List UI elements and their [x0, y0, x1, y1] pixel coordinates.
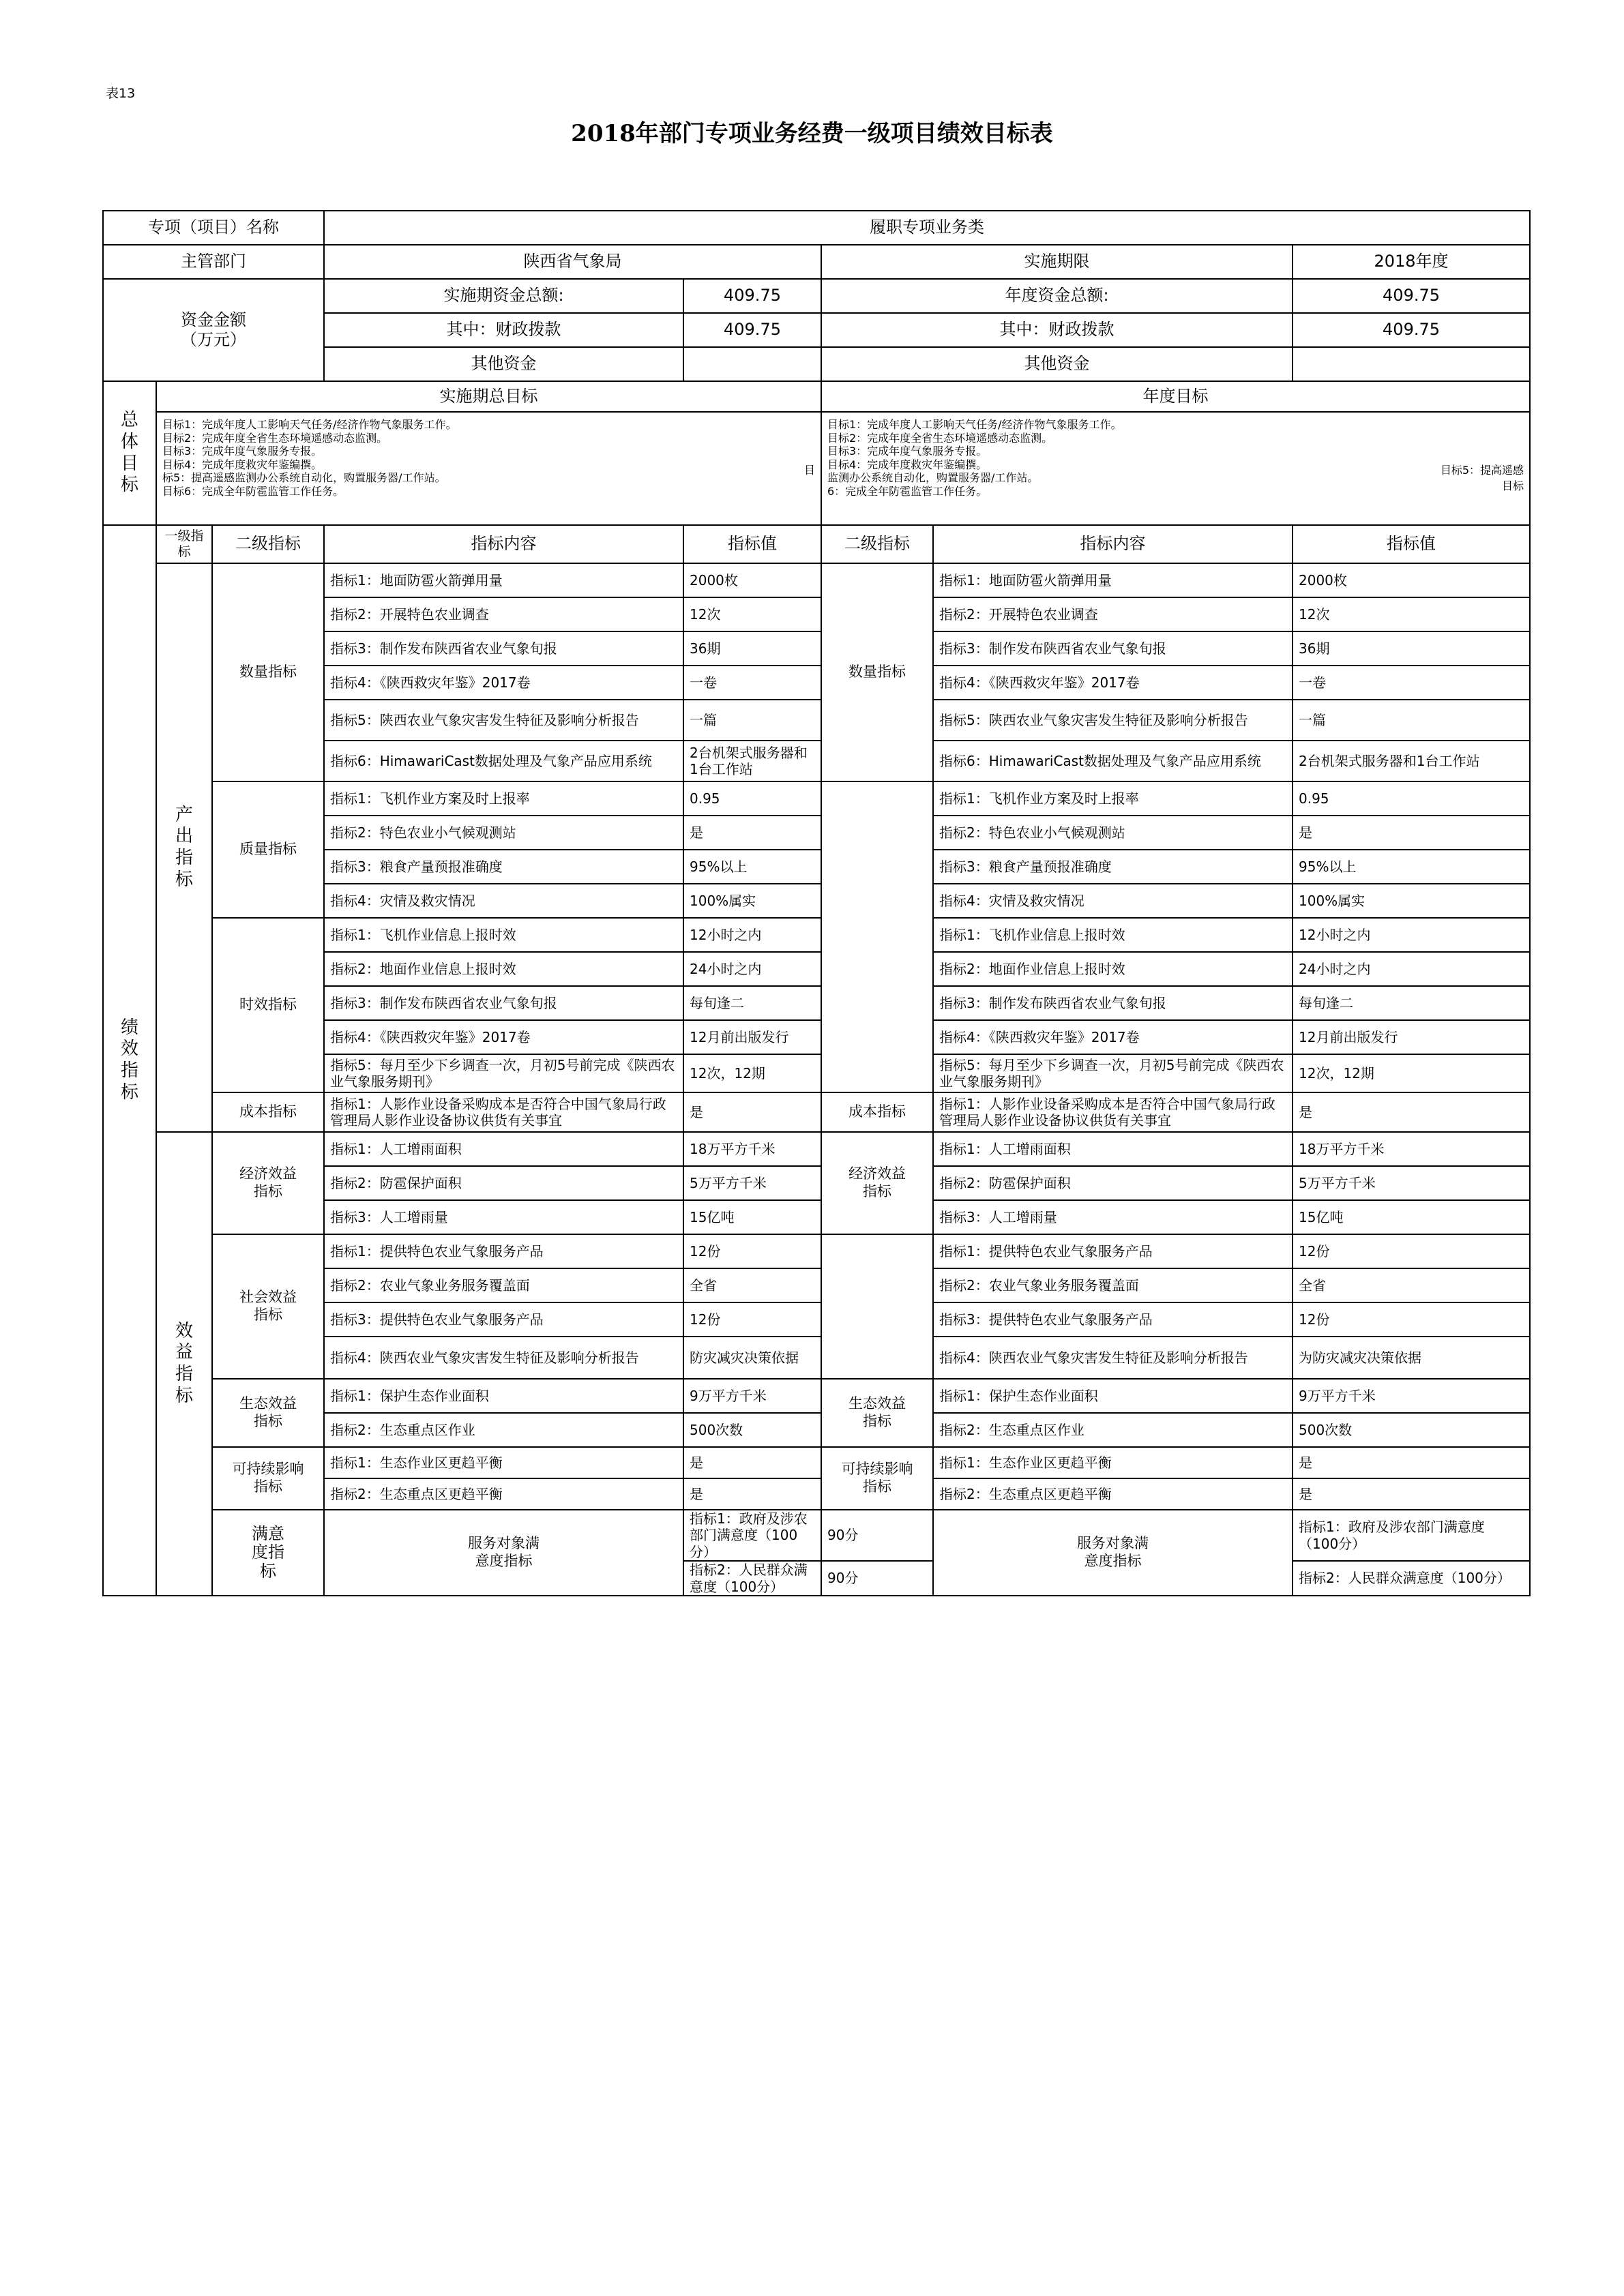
satisfaction-indicator-label: 满意度指标 — [212, 1510, 324, 1596]
indicator-value: 5万平方千米 — [683, 1166, 821, 1200]
indicator-value: 0.95 — [683, 781, 821, 816]
indicator-value-annual: 一卷 — [1293, 666, 1530, 700]
level2-header-annual: 二级指标 — [821, 525, 933, 563]
annual-goal-header: 年度目标 — [821, 381, 1530, 412]
period-fiscal-value: 409.75 — [683, 313, 821, 347]
indicator-content-annual: 指标2：生态重点区更趋平衡 — [933, 1478, 1293, 1510]
indicator-content-annual: 指标1：人工增雨面积 — [933, 1132, 1293, 1166]
annual-fiscal-value: 409.75 — [1293, 313, 1530, 347]
indicator-content-annual: 指标1：政府及涉农部门满意度（100分） — [1293, 1510, 1530, 1561]
indicator-value-annual: 5万平方千米 — [1293, 1166, 1530, 1200]
indicator-value-annual: 是 — [1293, 1447, 1530, 1478]
indicator-content-annual: 指标5：陕西农业气象灾害发生特征及影响分析报告 — [933, 700, 1293, 741]
period-other-value — [683, 347, 821, 381]
indicator-value-annual: 每旬逢二 — [1293, 986, 1530, 1020]
indicator-value: 15亿吨 — [683, 1200, 821, 1234]
indicator-content: 指标1：人工增雨面积 — [324, 1132, 683, 1166]
service-satisfaction-label-annual: 服务对象满意度指标 — [933, 1510, 1293, 1596]
overall-goal-label: 总体目标 — [103, 381, 156, 525]
sustainable-indicator-label: 可持续影响指标 — [212, 1447, 324, 1510]
indicator-value: 9万平方千米 — [683, 1379, 821, 1413]
indicator-content: 指标1：飞机作业信息上报时效 — [324, 918, 683, 952]
quantity-indicator-label-annual: 数量指标 — [821, 563, 933, 781]
period-goal-line: 目标3：完成年度气象服务专报。 — [162, 445, 323, 458]
indicator-value: 12小时之内 — [683, 918, 821, 952]
indicator-content-annual: 指标4：陕西农业气象灾害发生特征及影响分析报告 — [933, 1337, 1293, 1379]
indicator-content: 指标5：每月至少下乡调查一次，月初5号前完成《陕西农业气象服务期刊》 — [324, 1054, 683, 1092]
period-total-value: 409.75 — [683, 279, 821, 313]
period-goal-line: 标5：提高遥感监测办公系统自动化，购置服务器/工作站。 — [162, 471, 446, 485]
level2-header: 二级指标 — [212, 525, 324, 563]
annual-fiscal-label: 其中：财政拨款 — [821, 313, 1293, 347]
indicator-value: 12月前出版发行 — [683, 1020, 821, 1054]
indicator-content-annual: 指标2：开展特色农业调查 — [933, 597, 1293, 631]
annual-other-value — [1293, 347, 1530, 381]
indicator-value-annual: 12月前出版发行 — [1293, 1020, 1530, 1054]
indicator-value: 12份 — [683, 1302, 821, 1337]
indicator-content-annual: 指标1：提供特色农业气象服务产品 — [933, 1234, 1293, 1268]
indicator-content: 指标6：HimawariCast数据处理及气象产品应用系统 — [324, 741, 683, 781]
indicator-value-annual: 12份 — [1293, 1234, 1530, 1268]
period-other-label: 其他资金 — [324, 347, 683, 381]
period-goal-line: 目标1：完成年度人工影响天气任务/经济作物气象服务工作。 — [162, 418, 457, 431]
indicator-value: 全省 — [683, 1268, 821, 1302]
indicator-value-annual: 24小时之内 — [1293, 952, 1530, 986]
department-label: 主管部门 — [103, 245, 324, 279]
indicator-content-annual: 指标1：地面防雹火箭弹用量 — [933, 563, 1293, 597]
period-goal-line: 目标2：完成年度全省生态环境遥感动态监测。 — [162, 431, 388, 445]
fund-amount-label: 资金金额（万元） — [103, 279, 324, 381]
economic-indicator-label: 经济效益指标 — [212, 1132, 324, 1234]
annual-total-value: 409.75 — [1293, 279, 1530, 313]
indicator-value-annual: 36期 — [1293, 631, 1530, 666]
period-total-label: 实施期资金总额: — [324, 279, 683, 313]
indicator-value: 是 — [683, 1478, 821, 1510]
annual-goal-fragment: 目标 — [1502, 479, 1524, 492]
annual-goal-line: 监测办公系统自动化，购置服务器/工作站。 — [827, 471, 1039, 485]
indicator-value-annual: 100%属实 — [1293, 884, 1530, 918]
indicator-content-annual: 指标3：制作发布陕西省农业气象旬报 — [933, 986, 1293, 1020]
period-goal-header: 实施期总目标 — [156, 381, 821, 412]
ecological-indicator-label: 生态效益指标 — [212, 1379, 324, 1447]
indicator-value-annual: 500次数 — [1293, 1413, 1530, 1447]
annual-total-label: 年度资金总额: — [821, 279, 1293, 313]
indicator-value: 是 — [683, 1447, 821, 1478]
indicator-content-annual: 指标2：特色农业小气候观测站 — [933, 816, 1293, 850]
indicator-value-annual: 全省 — [1293, 1268, 1530, 1302]
level2-blank-annual — [821, 781, 933, 1092]
performance-target-table — [102, 210, 1531, 1596]
indicator-content: 指标2：开展特色农业调查 — [324, 597, 683, 631]
annual-goal-fragment: 目标5：提高遥感 — [1440, 464, 1524, 477]
level1-header: 一级指标 — [156, 525, 212, 563]
indicator-value: 12次 — [683, 597, 821, 631]
indicator-value: 一篇 — [683, 700, 821, 741]
cost-indicator-label-annual: 成本指标 — [821, 1092, 933, 1132]
indicator-content: 指标5：陕西农业气象灾害发生特征及影响分析报告 — [324, 700, 683, 741]
output-indicator-label: 产出指标 — [156, 563, 212, 1132]
quantity-indicator-label: 数量指标 — [212, 563, 324, 781]
annual-goal-line: 目标1：完成年度人工影响天气任务/经济作物气象服务工作。 — [827, 418, 1122, 431]
period-goal-fragment: 目 — [803, 464, 815, 477]
indicator-content: 指标2：地面作业信息上报时效 — [324, 952, 683, 986]
indicator-value: 24小时之内 — [683, 952, 821, 986]
indicator-value-annual: 95%以上 — [1293, 850, 1530, 884]
indicator-content-annual: 指标5：每月至少下乡调查一次，月初5号前完成《陕西农业气象服务期刊》 — [933, 1054, 1293, 1092]
indicator-content-annual: 指标4：《陕西救灾年鉴》2017卷 — [933, 666, 1293, 700]
indicator-content-annual: 指标1：生态作业区更趋平衡 — [933, 1447, 1293, 1478]
indicator-content: 指标1：人影作业设备采购成本是否符合中国气象局行政管理局人影作业设备协议供货有关事宜 — [324, 1092, 683, 1132]
table-number-label: 表13 — [106, 86, 136, 101]
annual-goal-line: 目标2：完成年度全省生态环境遥感动态监测。 — [827, 431, 1053, 445]
indicator-content-annual: 指标2：地面作业信息上报时效 — [933, 952, 1293, 986]
cost-indicator-label: 成本指标 — [212, 1092, 324, 1132]
benefit-indicator-label: 效益指标 — [156, 1132, 212, 1596]
period-value: 2018年度 — [1293, 245, 1530, 279]
annual-other-label: 其他资金 — [821, 347, 1293, 381]
indicator-value-annual: 一篇 — [1293, 700, 1530, 741]
indicator-content: 指标4：灾情及救灾情况 — [324, 884, 683, 918]
indicator-content: 指标1：保护生态作业面积 — [324, 1379, 683, 1413]
indicator-content-annual: 指标3：制作发布陕西省农业气象旬报 — [933, 631, 1293, 666]
indicator-content-annual: 指标1：人影作业设备采购成本是否符合中国气象局行政管理局人影作业设备协议供货有关事宜 — [933, 1092, 1293, 1132]
indicator-content: 指标1：飞机作业方案及时上报率 — [324, 781, 683, 816]
project-name-label: 专项（项目）名称 — [103, 211, 324, 245]
service-satisfaction-label: 服务对象满意度指标 — [324, 1510, 683, 1596]
annual-goal-line: 6：完成全年防雹监管工作任务。 — [827, 484, 988, 498]
indicator-content: 指标2：特色农业小气候观测站 — [324, 816, 683, 850]
indicator-content-annual: 指标4：《陕西救灾年鉴》2017卷 — [933, 1020, 1293, 1054]
department-value: 陕西省气象局 — [324, 245, 821, 279]
indicator-value-annual: 2000枚 — [1293, 563, 1530, 597]
indicator-content: 指标3：制作发布陕西省农业气象旬报 — [324, 986, 683, 1020]
indicator-value-annual: 12小时之内 — [1293, 918, 1530, 952]
indicator-content-annual: 指标1：飞机作业方案及时上报率 — [933, 781, 1293, 816]
annual-goal-text — [821, 412, 1530, 525]
indicator-value: 90分 — [821, 1510, 933, 1561]
period-goal-text — [156, 412, 821, 525]
indicator-value-annual: 是 — [1293, 816, 1530, 850]
indicator-value: 36期 — [683, 631, 821, 666]
indicator-value-annual: 12次 — [1293, 597, 1530, 631]
indicator-value-annual: 15亿吨 — [1293, 1200, 1530, 1234]
indicator-content-annual: 指标6：HimawariCast数据处理及气象产品应用系统 — [933, 741, 1293, 781]
annual-goal-line: 目标3：完成年度气象服务专报。 — [827, 445, 988, 458]
ecological-indicator-label-annual: 生态效益指标 — [821, 1379, 933, 1447]
indicator-content: 指标4：陕西农业气象灾害发生特征及影响分析报告 — [324, 1337, 683, 1379]
timeliness-indicator-label: 时效指标 — [212, 918, 324, 1092]
indicator-content-annual: 指标3：提供特色农业气象服务产品 — [933, 1302, 1293, 1337]
indicator-value: 100%属实 — [683, 884, 821, 918]
annual-goal-line: 目标4：完成年度救灾年鉴编撰。 — [827, 458, 988, 471]
indicator-value-annual: 0.95 — [1293, 781, 1530, 816]
indicator-content: 指标4：《陕西救灾年鉴》2017卷 — [324, 666, 683, 700]
document-title: 2018年部门专项业务经费一级项目绩效目标表 — [571, 120, 1053, 147]
indicator-content: 指标2：生态重点区更趋平衡 — [324, 1478, 683, 1510]
indicator-content-annual: 指标2：生态重点区作业 — [933, 1413, 1293, 1447]
indicator-content-annual: 指标2：防雹保护面积 — [933, 1166, 1293, 1200]
project-name-value: 履职专项业务类 — [324, 211, 1530, 245]
level2-blank-annual-2 — [821, 1234, 933, 1379]
indicator-value: 18万平方千米 — [683, 1132, 821, 1166]
indicator-value-annual: 9万平方千米 — [1293, 1379, 1530, 1413]
indicator-value-annual: 12次，12期 — [1293, 1054, 1530, 1092]
indicator-content: 指标1：生态作业区更趋平衡 — [324, 1447, 683, 1478]
indicator-content: 指标1：提供特色农业气象服务产品 — [324, 1234, 683, 1268]
indicator-value: 一卷 — [683, 666, 821, 700]
indicator-content: 指标1：地面防雹火箭弹用量 — [324, 563, 683, 597]
indicator-content-annual: 指标2：人民群众满意度（100分） — [1293, 1561, 1530, 1596]
indicator-content: 指标2：农业气象业务服务覆盖面 — [324, 1268, 683, 1302]
indicator-content: 指标3：粮食产量预报准确度 — [324, 850, 683, 884]
indicator-content-annual: 指标3：粮食产量预报准确度 — [933, 850, 1293, 884]
indicator-value: 是 — [683, 816, 821, 850]
indicator-content: 指标3：人工增雨量 — [324, 1200, 683, 1234]
indicator-content: 指标2：生态重点区作业 — [324, 1413, 683, 1447]
performance-indicator-label: 绩效指标 — [103, 525, 156, 1596]
indicator-value-annual: 为防灾减灾决策依据 — [1293, 1337, 1530, 1379]
indicator-value: 2台机架式服务器和1台工作站 — [683, 741, 821, 781]
indicator-content: 指标2：人民群众满意度（100分） — [683, 1561, 821, 1596]
indicator-value-annual: 12份 — [1293, 1302, 1530, 1337]
indicator-value: 90分 — [821, 1561, 933, 1596]
indicator-content-annual: 指标3：人工增雨量 — [933, 1200, 1293, 1234]
indicator-content-annual: 指标1：飞机作业信息上报时效 — [933, 918, 1293, 952]
indicator-value: 12份 — [683, 1234, 821, 1268]
quality-indicator-label: 质量指标 — [212, 781, 324, 918]
indicator-value-annual: 2台机架式服务器和1台工作站 — [1293, 741, 1530, 781]
sustainable-indicator-label-annual: 可持续影响指标 — [821, 1447, 933, 1510]
economic-indicator-label-annual: 经济效益指标 — [821, 1132, 933, 1234]
indicator-value-annual: 18万平方千米 — [1293, 1132, 1530, 1166]
indicator-content: 指标3：提供特色农业气象服务产品 — [324, 1302, 683, 1337]
value-header: 指标值 — [683, 525, 821, 563]
indicator-value-annual: 是 — [1293, 1092, 1530, 1132]
indicator-content-annual: 指标1：保护生态作业面积 — [933, 1379, 1293, 1413]
period-goal-line: 目标6：完成全年防雹监管工作任务。 — [162, 484, 344, 498]
indicator-content: 指标2：防雹保护面积 — [324, 1166, 683, 1200]
indicator-value-annual: 是 — [1293, 1478, 1530, 1510]
value-header-annual: 指标值 — [1293, 525, 1530, 563]
indicator-value: 95%以上 — [683, 850, 821, 884]
indicator-content: 指标3：制作发布陕西省农业气象旬报 — [324, 631, 683, 666]
content-header-annual: 指标内容 — [933, 525, 1293, 563]
indicator-value: 12次，12期 — [683, 1054, 821, 1092]
indicator-value: 2000枚 — [683, 563, 821, 597]
period-goal-line: 目标4：完成年度救灾年鉴编撰。 — [162, 458, 323, 471]
social-indicator-label: 社会效益指标 — [212, 1234, 324, 1379]
period-label: 实施期限 — [821, 245, 1293, 279]
indicator-value: 防灾减灾决策依据 — [683, 1337, 821, 1379]
indicator-content-annual: 指标2：农业气象业务服务覆盖面 — [933, 1268, 1293, 1302]
indicator-content: 指标4：《陕西救灾年鉴》2017卷 — [324, 1020, 683, 1054]
content-header: 指标内容 — [324, 525, 683, 563]
indicator-content: 指标1：政府及涉农部门满意度（100分） — [683, 1510, 821, 1561]
period-fiscal-label: 其中：财政拨款 — [324, 313, 683, 347]
indicator-value: 500次数 — [683, 1413, 821, 1447]
indicator-value: 是 — [683, 1092, 821, 1132]
indicator-value: 每旬逢二 — [683, 986, 821, 1020]
indicator-content-annual: 指标4：灾情及救灾情况 — [933, 884, 1293, 918]
